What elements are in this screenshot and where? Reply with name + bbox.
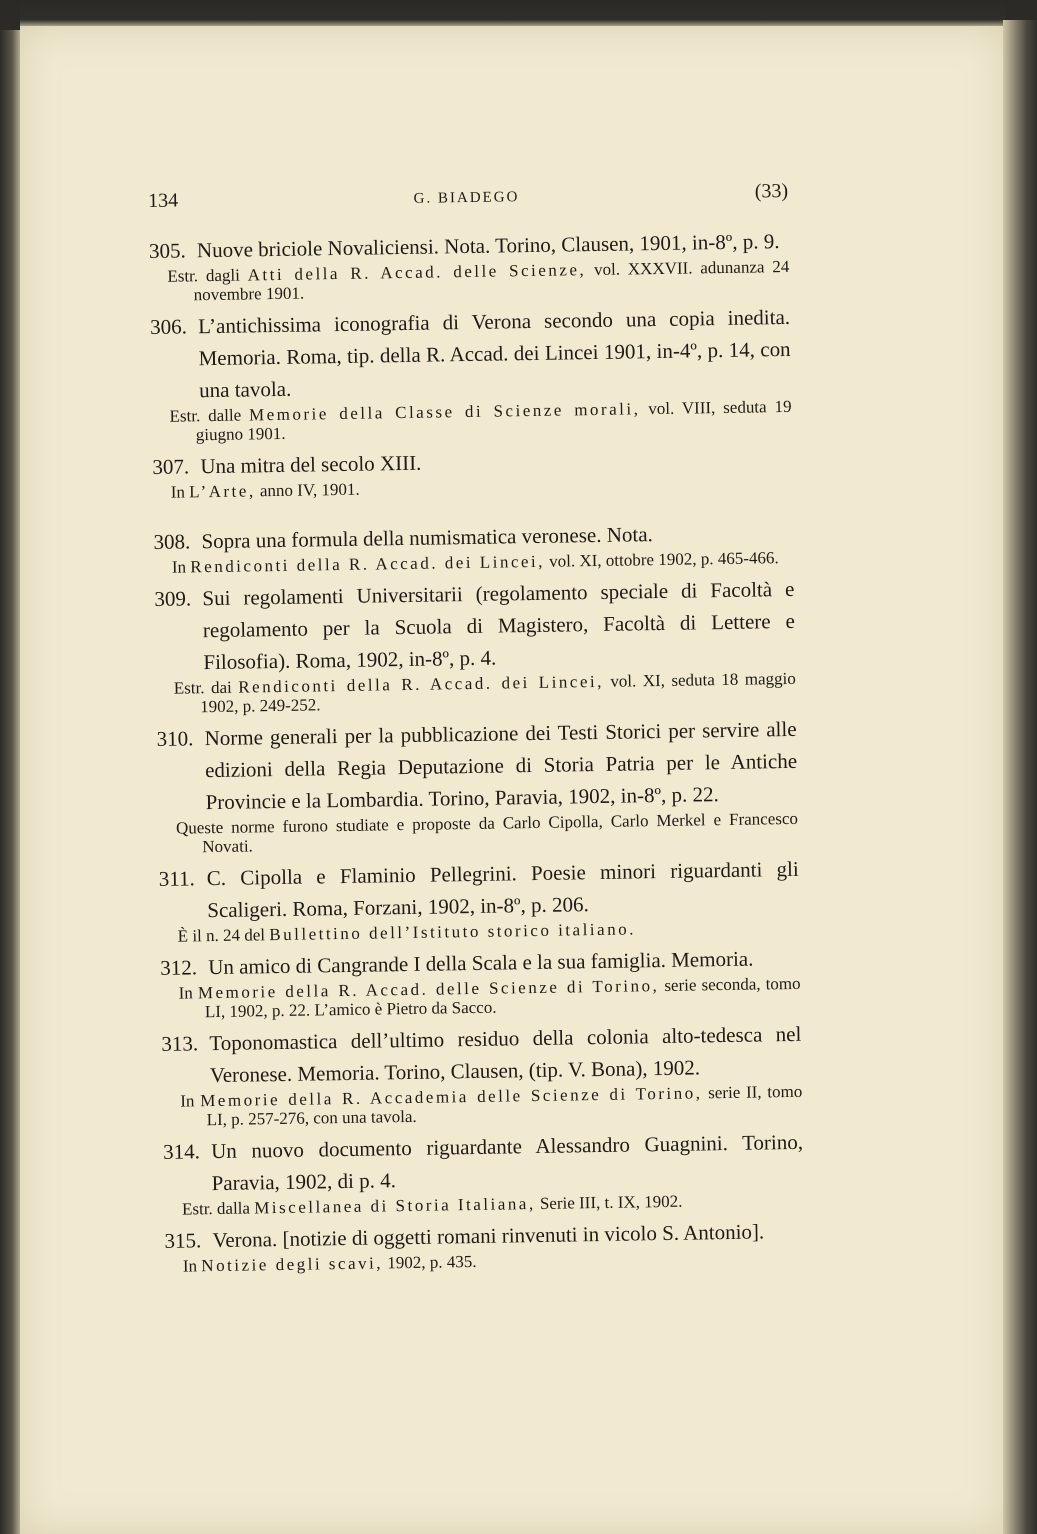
bibliography-entry-310 [156,713,798,857]
entry-number: 315. [164,1228,202,1253]
note-spaced: Atti della R. Accad. delle Scienze, [247,260,587,285]
entry-title: Un nuovo documento riguardante Alessandro Guagnini. Torino, Paravia, 1902, di p. 4. [210,1129,804,1196]
note-prefix: In [170,482,186,502]
entry-main-text [163,1126,804,1200]
running-author: G. BIADEGO [413,189,520,207]
entry-number: 313. [161,1031,199,1056]
bibliography-entry-305 [149,225,790,305]
note-prefix: Queste norme furono studiate e proposte da Carlo Cipolla, Carlo Merkel e Francesco Novati. [175,808,799,857]
entry-title: Una mitra del secolo XIII. [200,450,422,479]
entry-title: Norme generali per la pubblicazione dei Testi Storici per servire alle edizioni della Regia Deputazione di Storia Patria per le Antiche Provincie e la Lombardia. Torino, Paravia, 1902, in-8º, p. 22. [204,716,798,815]
entry-title: Sui regolamenti Universitarii (regolamento speciale di Facoltà e regolamento per la Scuola di Magistero, Facoltà di Lettere e Filosofia). Roma, 1902, in-8º, p. 4. [202,576,796,675]
note-suffix: serie seconda, tomo LI, 1902, p. 22. L’amico è Pietro da Sacco. [204,973,801,1022]
entry-main-text [159,853,800,927]
entry-number: 311. [158,866,195,891]
entry-title: Verona. [notizie di oggetti romani rinvenuti in vicolo S. Antonio]. [212,1219,765,1253]
page-text-block [148,180,805,1282]
note-spaced: L’Arte, [189,481,256,502]
note-spaced: Bullettino dell’Istituto storico italiano. [269,919,637,945]
note-spaced: Memorie della Classe di Scienze morali, [248,399,641,425]
entry-number: 309. [154,586,192,611]
bibliography-entry-307 [152,441,793,502]
note-suffix: vol. XXXVII. adunanza 24 novembre 1901. [193,256,790,305]
note-prefix: Estr. dalle [169,405,242,426]
bibliography-entry-312 [160,942,801,1022]
note-spaced: Memorie della R. Accad. delle Scienze di Torino, [197,976,660,1003]
scan-right-edge [1003,20,1037,1534]
entry-title: Toponomastica dell’ultimo residuo della colonia alto-tedesca nel Veronese. Memoria. Torino, Clausen, (tip. V. Bona), 1902. [209,1021,802,1088]
entry-title: Sopra una formula della numismatica veronese. Nota. [201,522,654,554]
note-suffix: serie II, tomo LI, p. 257-276, con una tavola. [206,1081,803,1130]
note-prefix: In [180,1091,195,1111]
entry-number: 312. [160,955,198,980]
bibliography-entry-313 [161,1018,803,1130]
entry-number: 307. [152,454,190,479]
entry-number: 306. [149,314,188,339]
note-suffix: anno IV, 1901. [259,479,360,501]
note-prefix: In [182,1256,198,1276]
bibliography-entry-309 [154,573,796,717]
entry-main-text [156,713,797,819]
scan-left-edge [0,30,22,1534]
entry-main-text [150,301,791,407]
entry-number: 305. [148,238,186,263]
entry-number: 310. [156,726,194,751]
note-suffix: 1902, p. 435. [387,1251,477,1273]
note-prefix: Estr. dalla [181,1198,251,1219]
note-prefix: Estr. dagli [167,265,241,286]
note-prefix: Estr. dai [173,677,232,698]
note-suffix: Serie III, t. IX, 1902. [539,1191,683,1213]
note-suffix: vol. XI, seduta 18 maggio 1902, p. 249-252. [199,668,796,717]
entry-title: Un amico di Cangrande I della Scala e la sua famiglia. Memoria. [208,946,754,980]
bibliography-entry-306 [150,301,792,445]
note-spaced: Miscellanea di Storia Italiana, [254,1194,536,1218]
note-suffix: vol. VIII, seduta 19 giugno 1901. [195,396,792,445]
note-prefix: In [171,557,187,577]
page-number: 134 [148,189,179,212]
note-spaced: Notizie degli scavi, [201,1253,384,1276]
bibliography-entry-311 [159,853,800,946]
entry-title: L’antichissima iconografia di Verona secondo una copia inedita. Memoria. Roma, tip. della R. Accad. dei Lincei 1901, in-4º, p. 14, con una tavola. [197,304,791,403]
section-number: (33) [754,179,789,203]
entry-main-text [154,573,795,679]
bibliography-entry-314 [163,1126,804,1219]
entry-number: 308. [153,529,191,554]
entry-main-text [161,1018,802,1092]
note-spaced: Rendiconti della R. Accad. dei Lincei, [190,551,546,577]
bibliography-entry-308 [153,516,794,577]
note-spaced: Memorie della R. Accademia delle Scienze di Torino, [200,1083,703,1111]
entry-title: C. Cipolla e Flaminio Pellegrini. Poesie minori riguardanti gli Scaligeri. Roma, Forzani, 1902, in-8º, p. 206. [206,856,799,923]
note-spaced: Rendiconti della R. Accad. dei Lincei, [238,671,605,697]
note-suffix: vol. XI, ottobre 1902, p. 465-466. [549,548,779,571]
note-prefix: In [178,983,193,1003]
entry-title: Nuove briciole Novaliciensi. Nota. Torino, Clausen, 1901, in-8º, p. 9. [196,229,780,263]
entry-number: 314. [162,1139,201,1164]
note-prefix: È il n. 24 del [177,925,266,946]
scan-top-edge [20,0,1005,28]
bibliography-entry-315 [164,1215,805,1276]
